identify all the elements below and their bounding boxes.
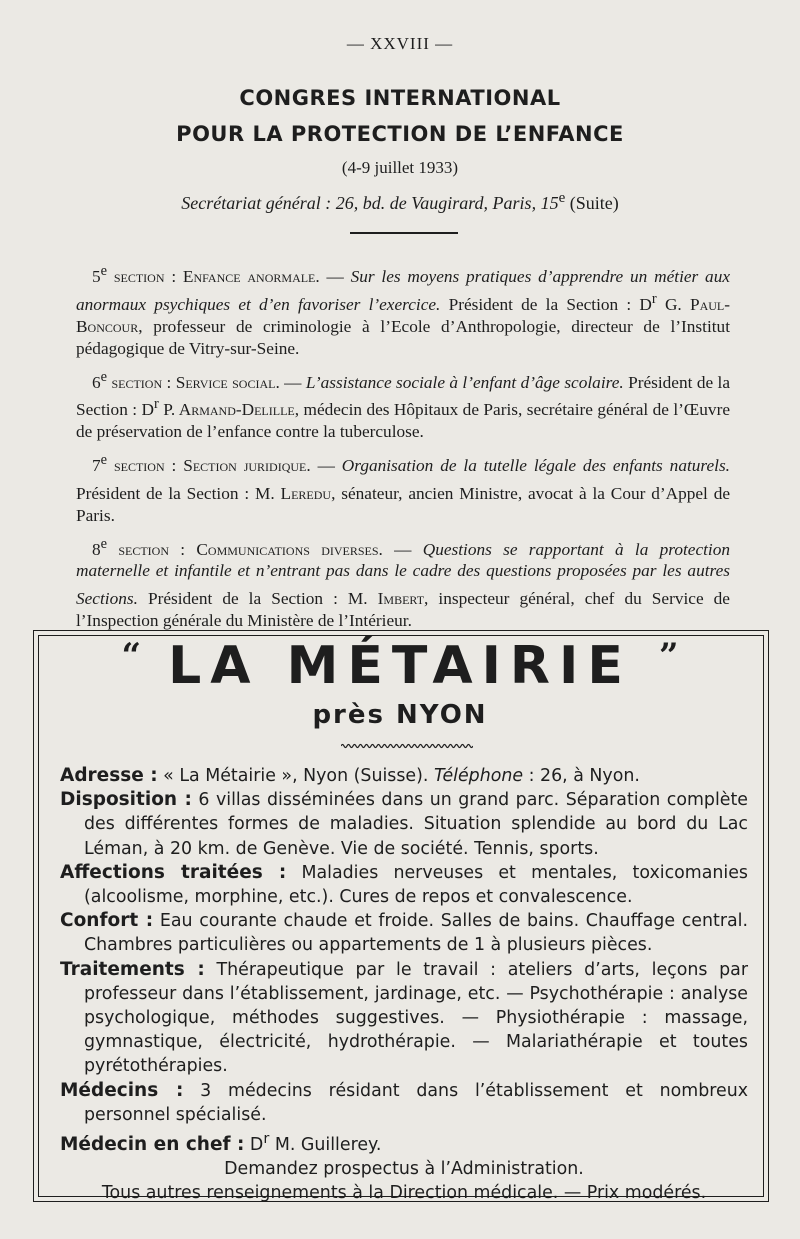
ad-item-address	[60, 764, 748, 788]
advertisement-body	[60, 764, 748, 1205]
ad-item-chief-doctor	[60, 1127, 748, 1157]
ad-item-label: Adresse :	[60, 765, 158, 786]
ad-item-label: Affections traitées :	[60, 861, 287, 883]
section-president-name: Leredu,	[280, 483, 336, 503]
section-number: 6	[92, 372, 101, 392]
ad-item-text: D	[244, 1134, 264, 1155]
section-president-name: P. Armand-Delille,	[158, 400, 300, 420]
ad-footer-line2: Tous autres renseignements à la Direction médicale. — Prix modérés.	[101, 1183, 707, 1204]
ad-item-tail: : 26, à Nyon.	[523, 766, 640, 786]
secretariat-sup: e	[558, 190, 566, 206]
section-president-prefix: Président de la Section : M.	[137, 589, 378, 609]
brand-quote-close: ”	[658, 636, 679, 676]
section-number-sup: e	[100, 263, 108, 279]
sections-list	[76, 260, 730, 638]
section-5	[76, 260, 730, 360]
section-topic: L’assistance sociale à l’enfant d’âge scolaire.	[305, 372, 624, 392]
section-president-sup: r	[153, 396, 159, 413]
section-name: Section juridique.	[183, 455, 311, 475]
ad-item-comfort	[60, 909, 748, 957]
section-president-name: Imbert,	[377, 589, 429, 609]
section-6	[76, 366, 730, 444]
ad-item-label: Traitements :	[60, 958, 205, 980]
section-dash: —	[319, 266, 351, 286]
ad-item-text: 3 médecins résidant dans l’établissement et nombreux personnel spécialisé.	[84, 1080, 749, 1125]
ad-item-label: Médecin en chef :	[60, 1133, 245, 1155]
section-dash: —	[310, 455, 342, 475]
ad-item-tail: M. Guillerey.	[269, 1134, 382, 1155]
ad-item-label: Disposition :	[60, 789, 192, 811]
ad-item-affections	[60, 861, 748, 909]
ad-item-label: Confort :	[60, 910, 154, 932]
section-number: 5	[92, 266, 101, 286]
section-president-details: médecin des Hôpitaux de Paris, secrétaire général de l’Œuvre de préservation de l’enfance contre la tuberculose.	[76, 400, 730, 442]
section-president-prefix: Président de la Section : D	[440, 294, 652, 314]
section-name: Communications diverses.	[196, 539, 383, 559]
ad-footer-line1: Demandez prospectus à l’Administration.	[224, 1159, 584, 1180]
section-7	[76, 449, 730, 527]
ad-item-text: Eau courante chaude et froide. Salles de bains. Chauffage central. Chambres particulières ou appartements de 1 à plusieurs pièces.	[84, 911, 748, 956]
section-president-details: inspecteur général, chef du Service de l’Inspection générale du Ministère de l’Intérieur.	[76, 589, 730, 631]
ad-item-treatments	[60, 958, 748, 1079]
secretariat-suffix: (Suite)	[565, 193, 619, 213]
congress-title-line1: CONGRES INTERNATIONAL	[239, 86, 561, 110]
ad-item-text: « La Métairie », Nyon (Suisse).	[157, 766, 434, 786]
ad-item-sup: r	[263, 1131, 270, 1148]
secretariat-line	[0, 190, 800, 214]
section-number-sup: e	[100, 452, 108, 469]
page-number: — XXVIII —	[346, 34, 454, 53]
ad-item-doctors	[60, 1079, 748, 1127]
congress-dates: (4-9 juillet 1933)	[341, 158, 459, 177]
section-label: section :	[107, 539, 197, 559]
brand-name: LA MÉTAIRIE	[168, 636, 632, 696]
section-president-prefix: Président de la Section : D	[76, 372, 731, 420]
section-label: section :	[107, 455, 184, 475]
ad-item-italic: Téléphone	[433, 766, 524, 786]
ad-item-disposition	[60, 788, 748, 861]
section-president-details: professeur de criminologie à l’Ecole d’Anthropologie, directeur de l’Institut pédagogique de Vitry-sur-Seine.	[76, 316, 730, 358]
ad-item-label: Médecins :	[60, 1079, 184, 1101]
advertisement-subtitle: près NYON	[312, 700, 488, 730]
section-president-prefix: Président de la Section : M.	[76, 483, 281, 503]
section-number: 7	[92, 455, 101, 475]
section-president-name: G. Paul-Boncour,	[76, 294, 730, 336]
brand-quote-open: “	[121, 636, 142, 676]
section-dash: —	[279, 372, 306, 392]
section-topic: Questions se rapportant à la protection maternelle et infantile et n’entrant pas dans le cadre des questions proposées par les autres Sections.	[76, 539, 731, 609]
section-label: section :	[107, 266, 183, 286]
ad-item-text: Maladies nerveuses et mentales, toxicomanies (alcoolisme, morphine, etc.). Cures de repos et convalescence.	[84, 862, 748, 908]
wavy-divider-icon	[341, 742, 473, 750]
section-topic: Organisation de la tutelle légale des enfants naturels.	[341, 455, 731, 475]
section-8	[76, 533, 730, 633]
section-number-sup: e	[100, 535, 108, 552]
header-divider	[350, 232, 458, 234]
section-number: 8	[92, 539, 101, 559]
section-number-sup: e	[100, 368, 108, 385]
congress-title-line2: POUR LA PROTECTION DE L’ENFANCE	[176, 122, 624, 146]
ad-item-text: Thérapeutique par le travail : ateliers d’arts, leçons par professeur dans l’établissement, jardinage, etc. — Psychothérapie : analyse psychologique, méthodes suggestives. — Physiothérapie : massage, gymnastique, électricité, hydrothérapie. — Malariathérapie et toutes pyrétothérapies.	[84, 959, 748, 1077]
section-dash: —	[382, 539, 423, 559]
section-name: Service social.	[175, 372, 280, 392]
advertisement-brand	[0, 636, 800, 696]
secretariat-address: Secrétariat général : 26, bd. de Vaugirard, Paris, 15	[181, 193, 559, 213]
section-topic: Sur les moyens pratiques d’apprendre un métier aux anormaux psychiques et d’en favoriser l’exercice.	[76, 266, 731, 314]
section-president-details: sénateur, ancien Ministre, avocat à la Cour d’Appel de Paris.	[76, 483, 731, 525]
section-president-sup: r	[651, 290, 657, 307]
section-name: Enfance anormale.	[182, 266, 320, 286]
section-label: section :	[107, 372, 176, 392]
ad-item-text: 6 villas disséminées dans un grand parc. Séparation complète des différentes formes de maladies. Situation splendide au bord du Lac Léman, à 20 km. de Genève. Vie de société. Tennis, sports.	[84, 790, 748, 859]
